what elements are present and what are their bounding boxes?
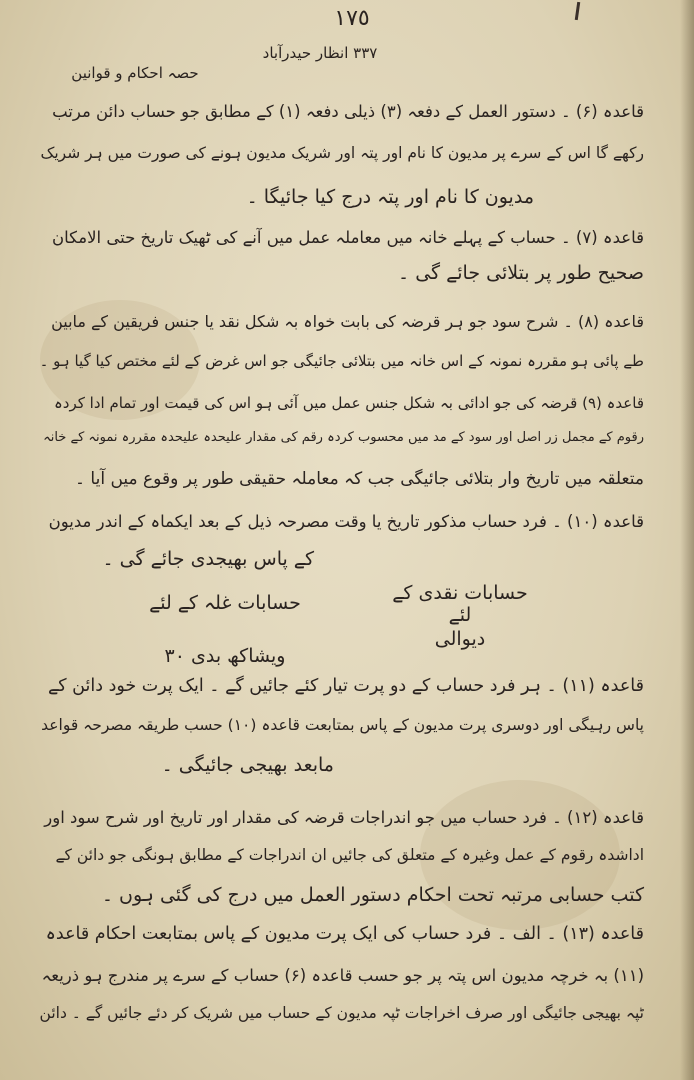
body-line: قاعدہ (۱۲) ۔ فرد حساب میں جو اندراجات قرضہ کی مقدار اور تاریخ اور شرح سود اور: [44, 808, 644, 827]
grain-accounts-heading: حسابات غلہ کے لئے: [149, 592, 301, 614]
pen-mark: [575, 2, 580, 20]
body-line: (۱۱) بہ خرچہ مدیون اس پتہ پر جو حسب قاعدہ (۶) حساب کے سرے پر مندرج ہو ذریعہ: [41, 966, 644, 985]
page-edge-shadow: [680, 0, 694, 1080]
body-line: مابعد بھیجی جائیگی ۔: [161, 754, 334, 776]
body-line: قاعدہ (۱۳) ۔ الف ۔ فرد حساب کی ایک پرت مدیون کے پاس بمتابعت احکام قاعدہ: [45, 924, 644, 944]
body-line: قاعدہ (۷) ۔ حساب کے پہلے خانہ میں معاملہ عمل میں آنے کی ٹھیک تاریخ حتی الامکان: [52, 228, 644, 247]
body-line: صحیح طور پر بتلائی جائے گی ۔: [398, 262, 644, 284]
cash-accounts-date: دیوالی: [434, 628, 486, 650]
body-line: پاس رہیگی اور دوسری پرت مدیون کے پاس بمتابعت قاعدہ (۱۰) حسب طریقہ مصرحہ قواعد: [41, 716, 644, 734]
body-line: قاعدہ (۱۰) ۔ فرد حساب مذکور تاریخ یا وقت مصرحہ ذیل کے بعد ایکماہ کے اندر مدیون: [48, 512, 644, 531]
body-line: قاعدہ (۹) قرضہ کی جو ادائی بہ شکل جنس عمل میں آئی ہو اس کی قیمت اور تمام ادا کردہ: [54, 394, 644, 412]
body-line: مدیون کا نام اور پتہ درج کیا جائیگا ۔: [246, 186, 534, 208]
body-line: ٹپہ بھیجی جائیگی اور صرف اخراجات ٹپہ مدیون کے حساب میں شریک کر دئے جائیں گے ۔ دائن: [39, 1004, 644, 1022]
grain-accounts-date: ویشاکھ بدی ۳۰: [164, 645, 286, 667]
body-line: طے پائی ہو مقررہ نمونہ کے اس خانہ میں بتلائی جائیگی جو اس غرض کے لئے مختص کیا گیا ہو ۔: [39, 352, 644, 370]
body-line: رقوم کے مجمل زر اصل اور سود کے مد میں محسوب کردہ رقم کی مقدار علیحدہ علیحدہ مقررہ نمونہ کے خانہ: [43, 430, 644, 445]
body-line: قاعدہ (۶) ۔ دستور العمل کے دفعہ (۳) ذیلی دفعہ (۱) کے مطابق جو حساب دائن مرتب: [52, 102, 644, 121]
body-line: رکھے گا اس کے سرے پر مدیون کا نام اور پتہ اور شریک مدیون ہونے کی صورت میں ہر شریک: [40, 144, 644, 162]
body-line: متعلقہ میں تاریخ وار بتلائی جائیگی جب کہ معاملہ حقیقی طور پر وقوع میں آیا ۔: [75, 469, 644, 489]
body-line: اداشدہ رقوم کے عمل وغیرہ کے متعلق کی جائیں ان اندراجات کے مطابق ہونگی جو دائن کے: [55, 846, 644, 864]
body-line: قاعدہ (۸) ۔ شرح سود جو ہر قرضہ کی بابت خواہ بہ شکل نقد یا جنس فریقین کے مابین: [51, 312, 644, 331]
cash-accounts-heading: حسابات نقدی کے لئے: [392, 582, 528, 626]
section-header: حصہ احکام و قوانین: [71, 64, 199, 82]
body-line: کے پاس بھیجدی جائے گی ۔: [102, 548, 314, 570]
body-line: کتب حسابی مرتبہ تحت احکام دستور العمل میں درج کی گئی ہوں ۔: [101, 884, 644, 906]
page-number: ١٧٥: [334, 6, 370, 31]
body-line: قاعدہ (۱۱) ۔ ہر فرد حساب کے دو پرت تیار کئے جائیں گے ۔ ایک پرت خود دائن کے: [48, 676, 644, 696]
gazette-header: ٣٣٧ انظار حیدرآباد: [262, 44, 378, 62]
